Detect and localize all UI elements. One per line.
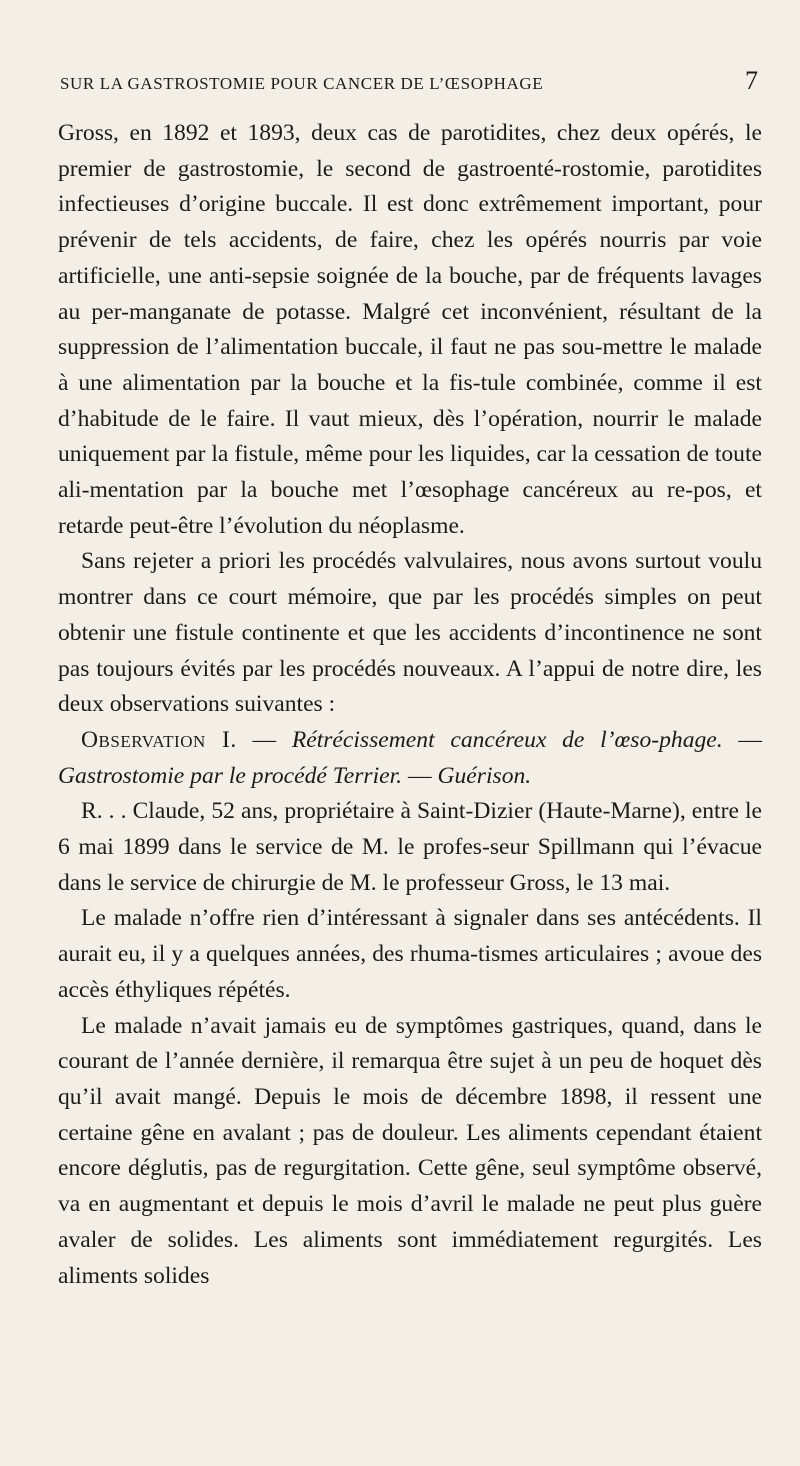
observation-heading [58,723,762,794]
paragraph-antecedents: Le malade n’offre rien d’intéressant à signaler dans ses antécédents. Il aurait eu, il y a quelques années, des rhuma-tismes articulaires ; avoue des accès éthyliques répétés. [58,905,762,1003]
observation-dash-2: — [722,726,762,753]
paragraph-symptoms: Le malade n’avait jamais eu de symptômes gastriques, quand, dans le courant de l’année dernière, il remarqua être sujet à un peu de hoquet dès qu’il avait mangé. Depuis le mois de décembre 1898, il ressent une certaine gêne en avalant ; pas de douleur. Les aliments cependant étaient encore déglutis, pas de regurgitation. Cette gêne, seul symptôme observé, va en augmentant et depuis le mois d’avril le malade ne peut plus guère avaler de solides. Les aliments sont immédiatement regurgités. Les aliments solides [58,1012,762,1289]
paragraph-patient-admission: R. . . Claude, 52 ans, propriétaire à Saint-Dizier (Haute-Marne), entre le 6 mai 1899 dans le service de M. le profes-seur Spillmann qui l’évacue dans le service de chirurgie de M. le professeur Gross, le 13 mai. [58,798,762,896]
paragraph-parotidites: Gross, en 1892 et 1893, deux cas de parotidites, chez deux opérés, le premier de gastrostomie, le second de gastroenté-rostomie, parotidites infectieuses d’origine buccale. Il est donc extrêmement important, pour prévenir de tels accidents, de faire, chez les opérés nourris par voie artificielle, une anti-sepsie soignée de la bouche, par de fréquents lavages au per-manganate de potasse. Malgré cet inconvénient, résultant de la suppression de l’alimentation buccale, il faut ne pas sou-mettre le malade à une alimentation par la bouche et la fis-tule combinée, comme il est d’habitude de le faire. Il vaut mieux, dès l’opération, nourrir le malade uniquement par la fistule, même pour les liquides, car la cessation de toute ali-mentation par la bouche met l’œsophage cancéreux au re-pos, et retarde peut-être l’évolution du néoplasme. [58,120,762,539]
observation-procedure: Gastrostomie par le procédé Terrier. [58,762,403,789]
observation-outcome: Guérison. [437,762,532,789]
observation-label: Observation I. [81,726,237,753]
page-number: 7 [745,66,758,95]
running-title: SUR LA GASTROSTOMIE POUR CANCER DE L’ŒSOPHAGE [60,74,544,93]
observation-dash-3: — [402,762,438,789]
observation-title: Rétrécissement cancéreux de l’œso-phage. [291,726,723,753]
body-text [58,116,762,1294]
paragraph-procedes: Sans rejeter a priori les procédés valvulaires, nous avons surtout voulu montrer dans ce court mémoire, que par les procédés simples on peut obtenir une fistule continente et que les accidents d’incontinence ne sont pas toujours évités par les procédés nouveaux. A l’appui de notre dire, les deux observations suivantes : [58,548,762,718]
running-head [58,66,762,94]
observation-dash-1: — [236,726,292,753]
